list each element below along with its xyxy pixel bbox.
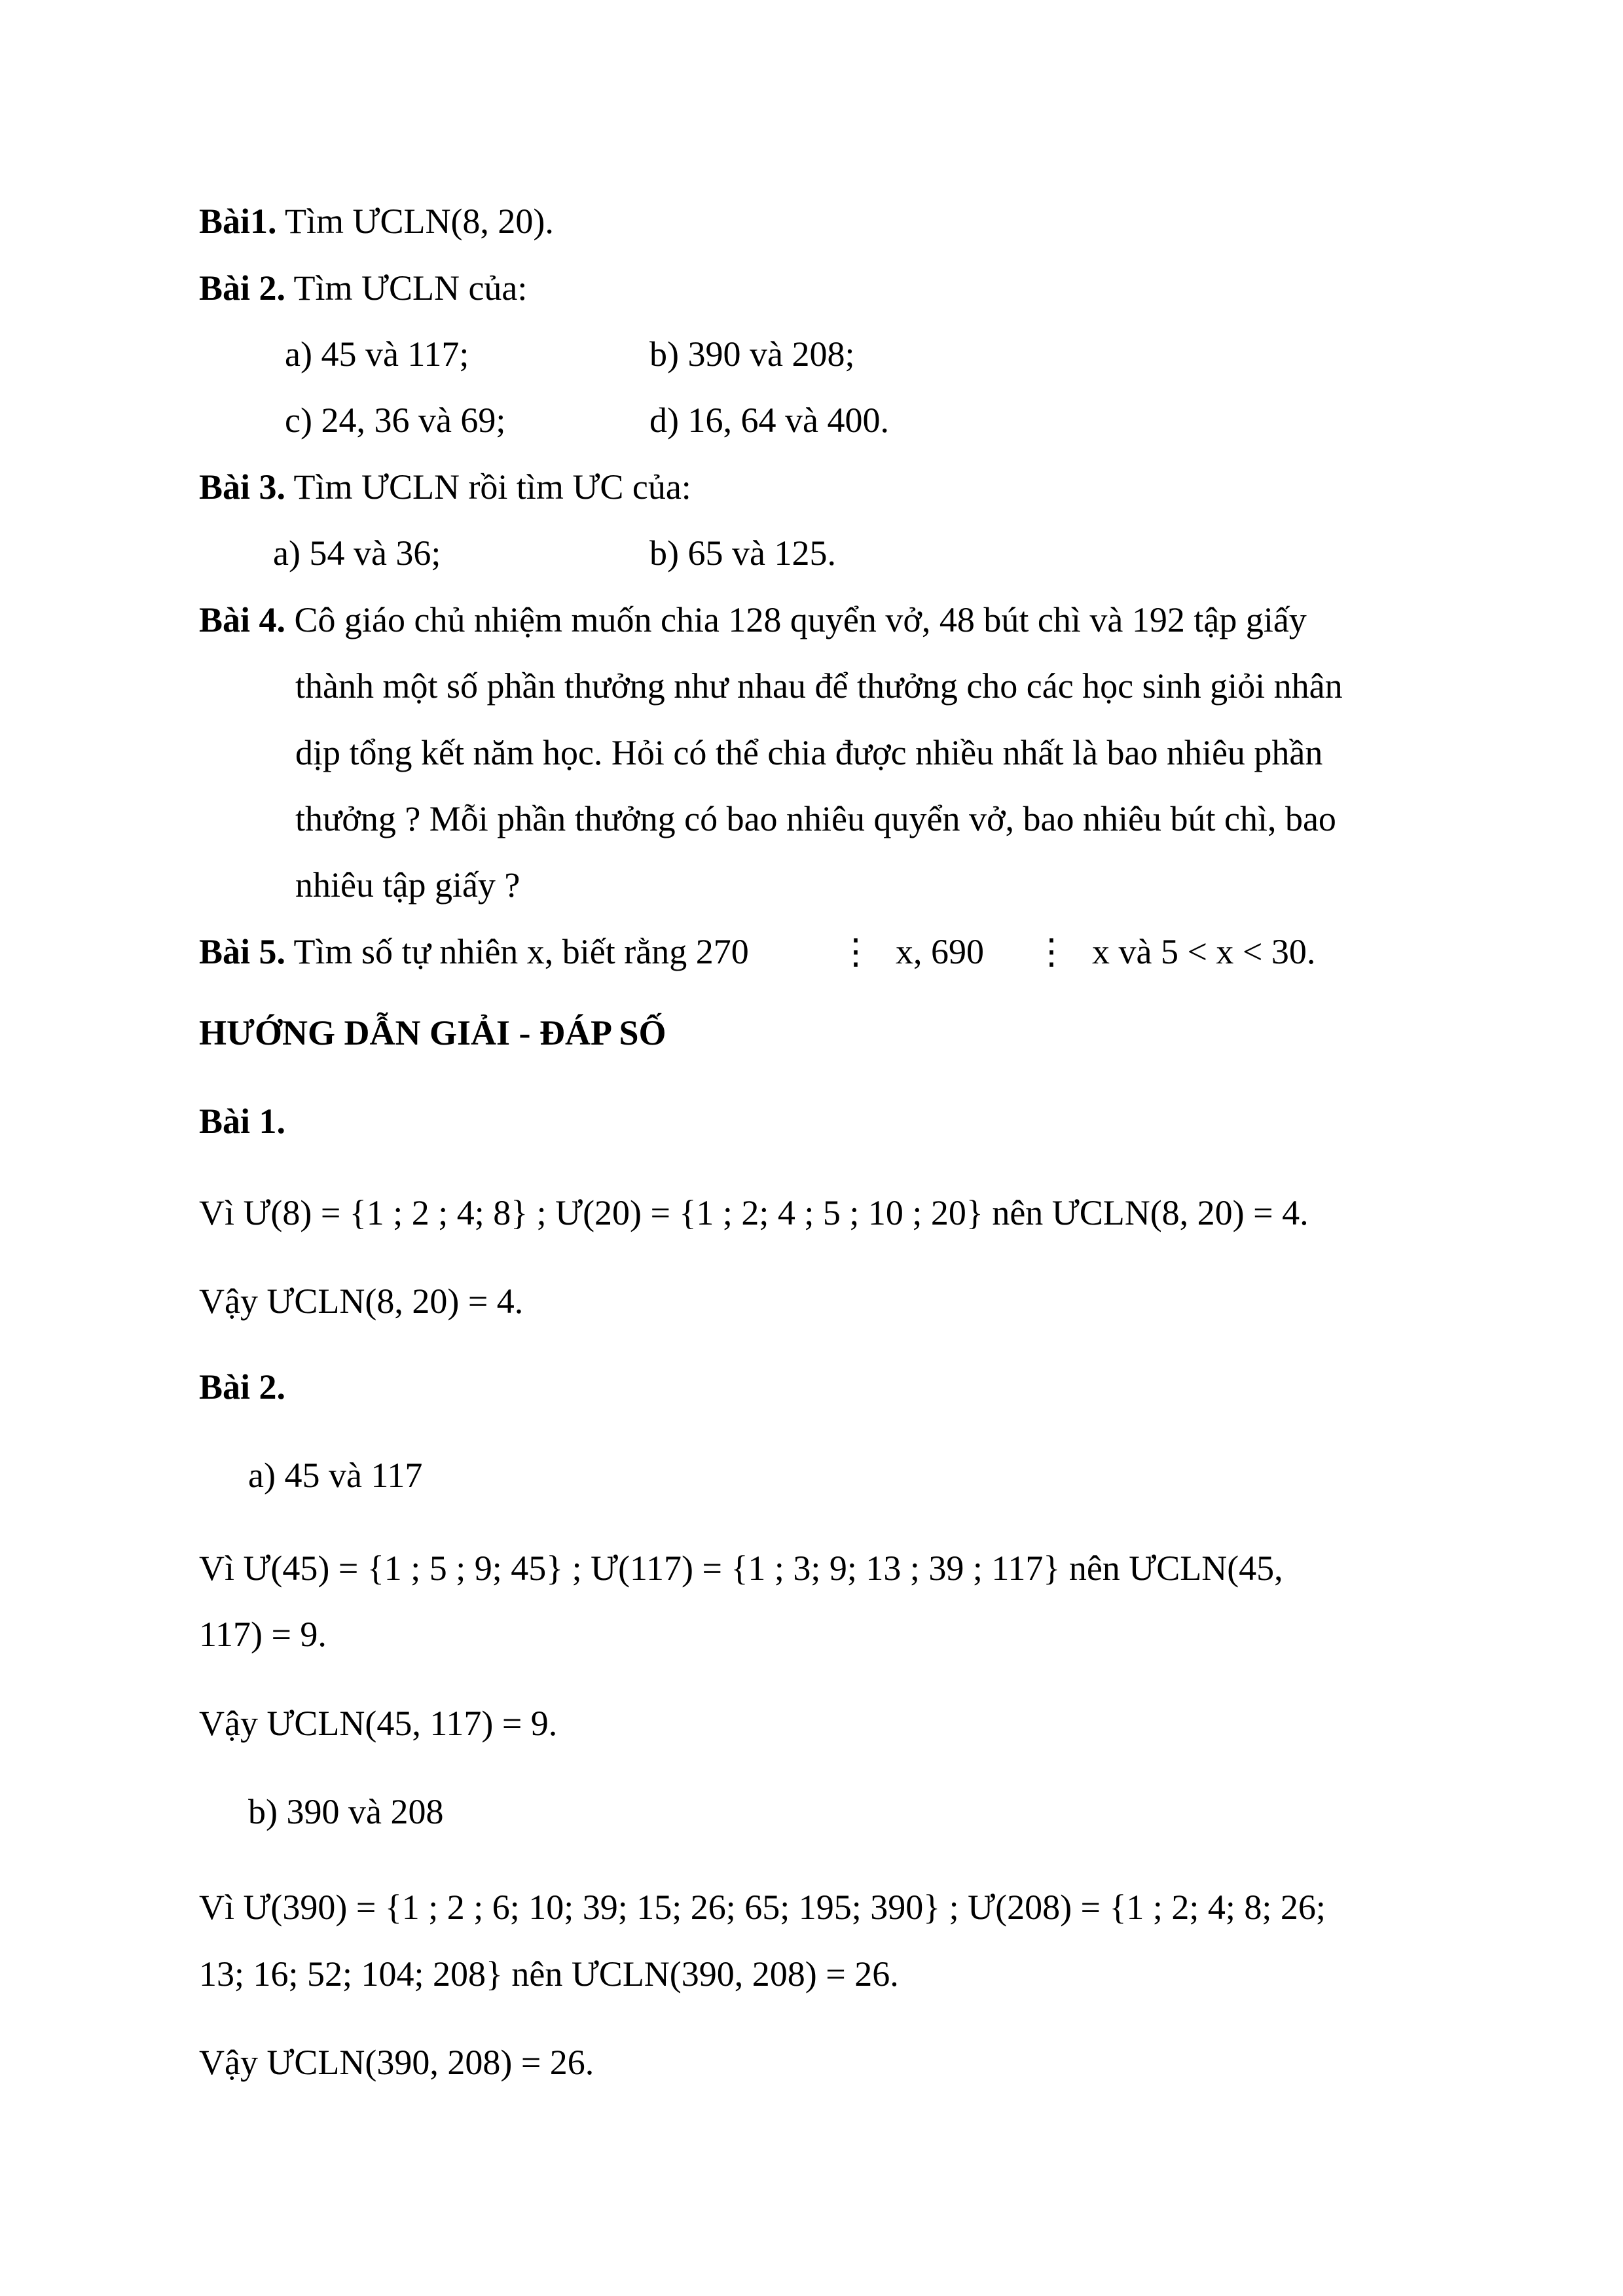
exercise-text: Tìm ƯCLN của: [285,268,528,308]
exercise-label: Bài 4. [199,600,286,639]
solution-2-a-conclusion: Vậy ƯCLN(45, 117) = 9. [199,1704,558,1743]
exercise-4-line: thành một số phần thưởng như nhau để thưởng cho các học sinh giỏi nhân [295,666,1343,706]
exercise-label: Bài 2. [199,268,286,308]
exercise-2 [199,268,527,308]
exercise-2-b: b) 390 và 208; [649,334,855,374]
exercise-4-line: nhiêu tập giấy ? [295,865,520,905]
exercise-text: Tìm ƯCLN(8, 20). [276,202,554,241]
exercise-2-c: c) 24, 36 và 69; [285,401,506,440]
exercise-label: Bài 5. [199,932,286,971]
divides-symbol: ⋮ [838,932,873,971]
solutions-heading: HƯỚNG DẪN GIẢI - ĐÁP SỐ [199,1013,666,1052]
solution-2-b-line: Vì Ư(390) = {1 ; 2 ; 6; 10; 39; 15; 26; 65; 195; 390} ; Ư(208) = {1 ; 2; 4; 8; 26; [199,1888,1326,1927]
exercise-2-a: a) 45 và 117; [285,334,469,374]
exercise-text: Tìm ƯCLN rồi tìm ƯC của: [285,467,691,507]
exercise-3 [199,467,691,507]
solution-1-label: Bài 1. [199,1102,286,1141]
exercise-2-d: d) 16, 64 và 400. [649,401,889,440]
exercise-text: Cô giáo chủ nhiệm muốn chia 128 quyển vở, 48 bút chì và 192 tập giấy [285,600,1307,639]
solution-2-b-line: 13; 16; 52; 104; 208} nên ƯCLN(390, 208) = 26. [199,1954,899,1994]
exercise-5 [199,932,749,971]
exercise-text: Tìm số tự nhiên x, biết rằng 270 [285,932,749,971]
exercise-3-a: a) 54 và 36; [273,533,441,573]
solution-2-a-line: Vì Ư(45) = {1 ; 5 ; 9; 45} ; Ư(117) = {1 ; 3; 9; 13 ; 39 ; 117} nên ƯCLN(45, [199,1549,1283,1588]
exercise-3-b: b) 65 và 125. [649,533,836,573]
exercise-label: Bài 3. [199,467,286,507]
solution-2-b-title: b) 390 và 208 [248,1792,444,1831]
solution-2-b-conclusion: Vậy ƯCLN(390, 208) = 26. [199,2043,594,2082]
solution-1-conclusion: Vậy ƯCLN(8, 20) = 4. [199,1282,524,1321]
exercise-1 [199,202,554,241]
solution-2-a-line: 117) = 9. [199,1615,327,1654]
solution-2-a-title: a) 45 và 117 [248,1456,423,1495]
solution-2-label: Bài 2. [199,1367,286,1407]
exercise-4 [199,600,1307,639]
exercise-5-text: x, 690 [896,932,984,971]
divides-symbol: ⋮ [1034,932,1069,971]
exercise-4-line: thưởng ? Mỗi phần thưởng có bao nhiêu quyển vở, bao nhiêu bút chì, bao [295,799,1336,838]
exercise-4-line: dịp tổng kết năm học. Hỏi có thể chia được nhiều nhất là bao nhiêu phần [295,733,1323,772]
exercise-5-text: x và 5 < x < 30. [1092,932,1316,971]
solution-1-line: Vì Ư(8) = {1 ; 2 ; 4; 8} ; Ư(20) = {1 ; 2; 4 ; 5 ; 10 ; 20} nên ƯCLN(8, 20) = 4. [199,1193,1309,1232]
exercise-label: Bài1. [199,202,277,241]
